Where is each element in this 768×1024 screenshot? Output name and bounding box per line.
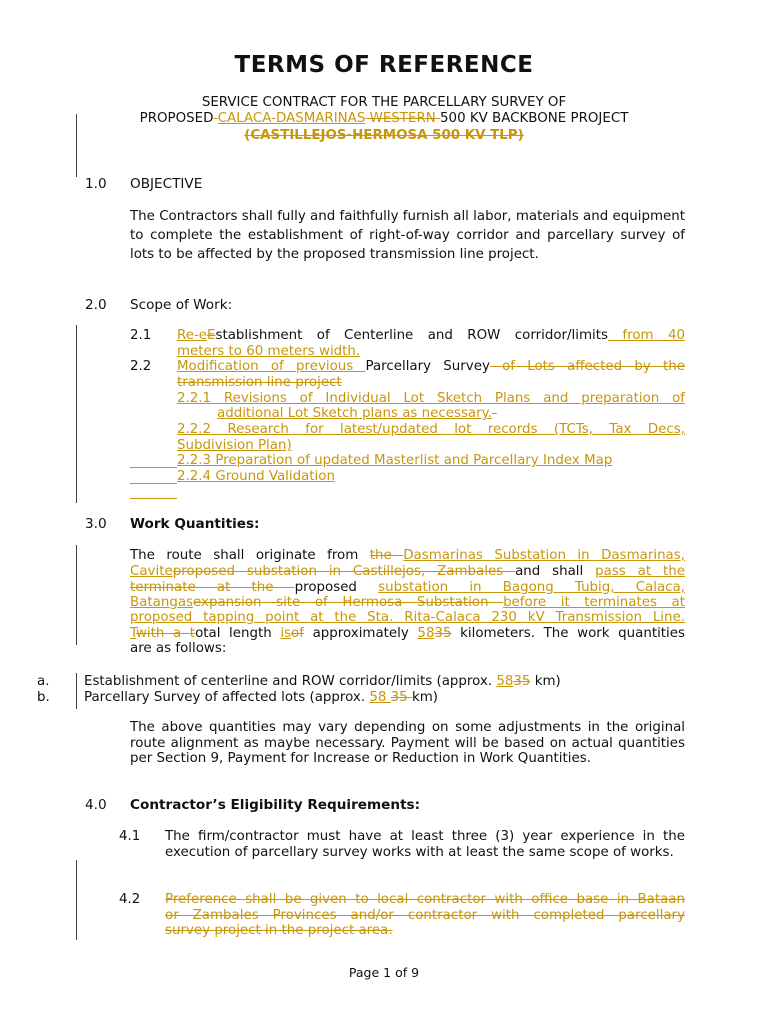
inserted-text: meters to 60 meters width. [177,344,361,359]
item-text: stablishment of Centerline and ROW corridor/limits [215,328,608,343]
body-text: Establishment of centerline and ROW corridor/limits (approx. [84,674,497,689]
objective-paragraph: The Contractors shall fully and faithfully furnish all labor, materials and equipment to complete the establishment of right-of-way corridor and parcellary survey of lots to be affected by the proposed transmission line project. [130,209,685,262]
route-line-4 [130,595,685,611]
deleted-text: 35 [513,674,531,689]
body-text: kilometers. The work quantities [451,626,685,641]
inserted-text: additional Lot Sketch plans as necessary. [217,406,492,421]
section-number: 3.0 [85,516,107,532]
item-number: 4.1 [119,829,141,844]
route-line-1 [130,548,685,564]
deleted-text: transmission line project [177,375,342,390]
body-text: and shall [515,564,596,579]
deleted-text: 35 [390,690,412,705]
body-text: approximately [303,626,418,641]
scope-item-2-2-1: 2.2.1 Revisions of Individual Lot Sketch Plans and preparation of [177,391,685,406]
item-number: 2.1 [130,328,152,343]
scope-item-2-2-2: 2.2.2 Research for latest/updated lot records (TCTs, Tax Decs, [177,422,685,437]
deleted-text: expansion site of Hermosa Substation [193,595,504,610]
scope-item-2-2-1-cont [217,406,497,422]
body-text: Parcellary Survey of affected lots (approx. [84,690,370,705]
eligibility-item-4-2-line-3: survey project in the project area. [165,923,393,938]
route-line-6 [130,626,685,642]
eligibility-item-4-2-line-2: or Zambales Provinces and/or contractor with completed parcellary [165,908,685,923]
inserted-text: pass at the [595,564,685,579]
tab-underline [130,422,177,438]
tab-underline [130,483,177,484]
change-bar [76,545,77,645]
list-label-a: a. [37,674,50,689]
section-heading: Contractor’s Eligibility Requirements: [130,797,421,813]
route-line-2 [130,564,685,580]
inserted-text: 58 [496,674,514,689]
page-footer: Page 1 of 9 [348,965,420,980]
item-number: 2.2 [130,359,152,374]
body-text: otal length [195,626,281,641]
scope-item-2-2-2-cont: Subdivision Plan) [177,438,292,453]
inserted-text: substation in Bagong Tubig, Calaca, [378,580,685,595]
section-heading: OBJECTIVE [130,176,203,192]
inserted-text: Dasmarinas Substation in Dasmarinas, [403,548,685,563]
list-label-b: b. [37,690,50,705]
section-heading: Work Quantities: [130,516,260,532]
eligibility-item-4-1: The firm/contractor must have at least three (3) year experience in the execution of parcellary survey works with at least the same scope of works. [165,829,685,860]
section-heading: Scope of Work: [130,297,233,313]
change-bar [76,860,77,940]
deleted-text: of Lots affected by the [489,359,686,374]
tab-underline [130,498,177,499]
deleted-text: WESTERN [365,111,441,126]
route-line-7: are as follows: [130,641,227,656]
deleted-text: - [491,406,497,421]
section-number: 1.0 [85,176,107,192]
scope-item-2-1 [177,328,685,344]
subtitle-line-2 [0,111,768,126]
deleted-text: proposed substation in Castillejos, Zambales [172,564,516,579]
section-number: 4.0 [85,797,107,813]
subtitle-line-1: SERVICE CONTRACT FOR THE PARCELLARY SURVEY OF [201,95,567,110]
tab-underline [130,467,177,468]
item-text: Parcellary Survey [365,359,490,374]
change-bar [76,325,77,503]
inserted-text: 58 [369,690,391,705]
inserted-text: Cavite [130,564,173,579]
inserted-text: Modification of previous [177,359,366,374]
body-text: The route shall originate from [130,548,370,563]
deleted-text: E [207,328,216,343]
item-number: 4.2 [119,892,141,907]
body-text: km) [411,690,438,705]
body-text: proposed [294,580,379,595]
scope-item-2-2-3: 2.2.3 Preparation of updated Masterlist and Parcellary Index Map [177,453,613,468]
deleted-text: with a t [135,626,196,641]
inserted-text: Batangas [130,595,194,610]
change-bar [76,673,77,709]
route-line-5: proposed tapping point at the Sta. Rita-Calaca 230 kV Transmission Line. [130,610,685,625]
quantity-item-b [84,690,438,705]
subtitle-line-3: (CASTILLEJOS-HERMOSA 500 KV TLP) [244,128,524,143]
inserted-text: from 40 [607,328,685,343]
route-line-3 [130,580,685,596]
eligibility-item-4-2-line-1: Preference shall be given to local contractor with office base in Bataan [165,892,685,907]
inserted-text: T [130,626,136,641]
quantity-item-a [84,674,561,689]
scope-item-2-2 [177,359,685,375]
inserted-text: before it terminates at [503,595,685,610]
subtitle-text: 500 KV BACKBONE PROJECT [440,111,629,126]
deleted-text: 35 [434,626,452,641]
inserted-text: 58 [417,626,435,641]
inserted-text: CALACA-DASMARINAS [217,111,366,126]
inserted-text: is [280,626,292,641]
document-title: TERMS OF REFERENCE [234,52,534,78]
deleted-text: terminate at the [130,580,295,595]
scope-item-2-2-4: 2.2.4 Ground Validation [177,469,335,484]
deleted-text: the [369,548,404,563]
body-text: km) [530,674,561,689]
deleted-text: of [291,626,304,641]
inserted-text: Re-e [177,328,208,343]
subtitle-text: PROPOSED [139,111,214,126]
quantities-note: The above quantities may vary depending on some adjustments in the original route alignment as maybe necessary. Payment will be based on actual quantities per Section 9, Payment for Increase or Reduction in Work Quantities. [130,720,685,767]
section-number: 2.0 [85,297,107,313]
